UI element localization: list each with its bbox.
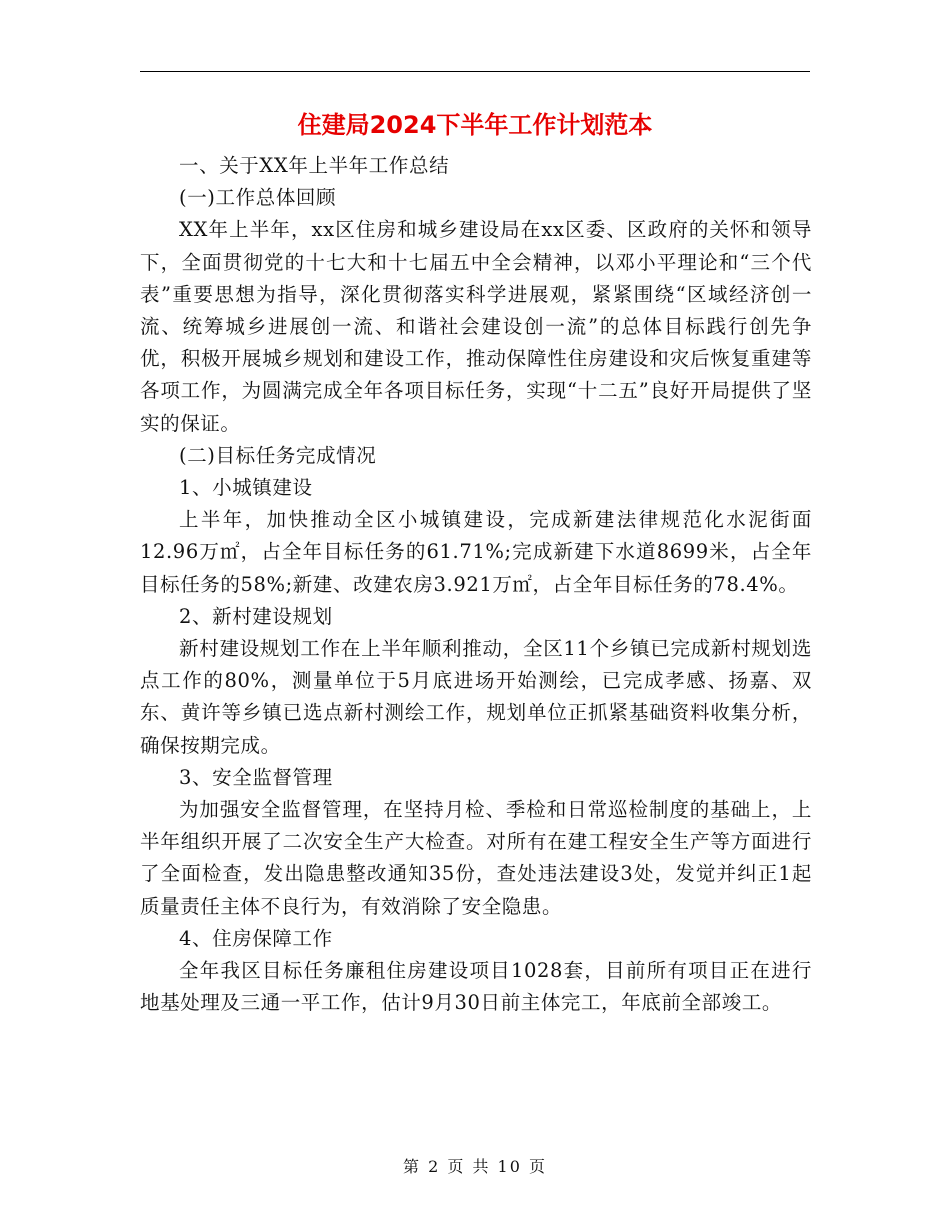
item-heading-4: 4、住房保障工作	[179, 926, 333, 950]
header-rule	[140, 71, 810, 72]
body-paragraph-housing: 全年我区目标任务廉租住房建设项目1028套，目前所有项目正在进行地基处理及三通一平工作，估计9月30日前主体完工，年底前全部竣工。	[140, 959, 812, 1015]
body-paragraph-village: 新村建设规划工作在上半年顺利推动，全区11个乡镇已完成新村规划选点工作的80%，测量单位于5月底进场开始测绘，已完成孝感、扬嘉、双东、黄许等乡镇已选点新村测绘工作，规划单位正抓紧基础资料收集分析，确保按期完成。	[140, 637, 812, 757]
document-title: 住建局2024下半年工作计划范本	[297, 111, 653, 139]
item-heading-2: 2、新村建设规划	[179, 604, 333, 628]
body-paragraph-overview: XX年上半年，xx区住房和城乡建设局在xx区委、区政府的关怀和领导下，全面贯彻党的十七大和十七届五中全会精神，以邓小平理论和“三个代表”重要思想为指导，深化贯彻落实科学进展观，紧紧围绕“区域经济创一流、统筹城乡进展创一流、和谐社会建设创一流”的总体目标践行创先争优，积极开展城乡规划和建设工作，推动保障性住房建设和灾后恢复重建等各项工作，为圆满完成全年各项目标任务，实现“十二五”良好开局提供了坚实的保证。	[140, 218, 812, 435]
section-heading-1: 一、关于XX年上半年工作总结	[179, 154, 450, 177]
item-heading-1: 1、小城镇建设	[179, 476, 313, 500]
subsection-heading-2: (二)目标任务完成情况	[179, 443, 377, 467]
document-body	[140, 150, 812, 1019]
page-footer: 第 2 页 共 10 页	[403, 1157, 547, 1176]
item-heading-3: 3、安全监督管理	[179, 765, 333, 789]
body-paragraph-safety: 为加强安全监督管理，在坚持月检、季检和日常巡检制度的基础上，上半年组织开展了二次安全生产大检查。对所有在建工程安全生产等方面进行了全面检查，发出隐患整改通知35份，查处违法建设3处，发觉并纠正1起质量责任主体不良行为，有效消除了安全隐患。	[140, 798, 812, 918]
subsection-heading-1: (一)工作总体回顾	[179, 186, 337, 210]
body-paragraph-town: 上半年，加快推动全区小城镇建设，完成新建法律规范化水泥街面12.96万㎡，占全年目标任务的61.71%;完成新建下水道8699米，占全年目标任务的58%;新建、改建农房3.921万㎡，占全年目标任务的78.4%。	[140, 508, 812, 596]
